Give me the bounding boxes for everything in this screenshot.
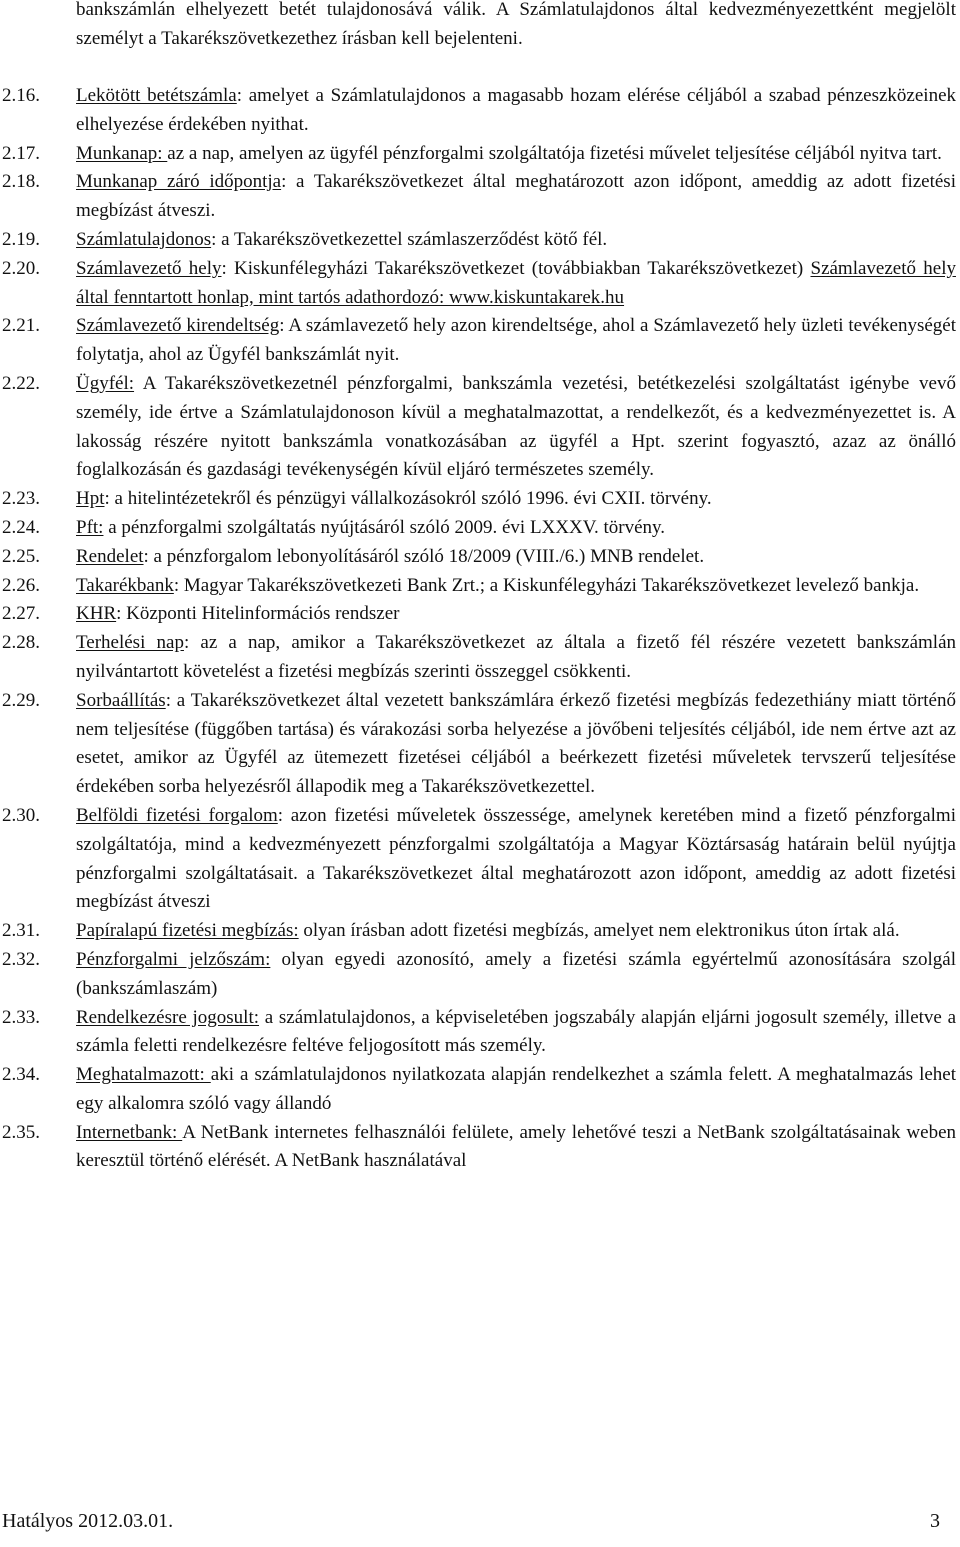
definition-entry [0,370,960,485]
entry-term: Belföldi fizetési forgalom [76,804,278,826]
entry-number: 2.31. [2,920,40,942]
definition-entry [0,802,960,917]
entry-body [76,629,956,687]
entry-term: Számlavezető hely [76,257,222,279]
definition-entry [0,514,960,543]
entry-body [76,255,956,313]
entry-text: : amelyet a Számlatulajdonos a magasabb hozam elérése céljából a szabad pénzeszközeinek elhelyezése érdekében nyithat. [76,85,956,135]
entry-term: Sorbaállítás [76,689,166,711]
definition-entry [0,1004,960,1062]
definition-entry [0,572,960,601]
entry-body [76,543,956,572]
entry-body [76,1119,956,1177]
entry-text: olyan egyedi azonosító, amely a fizetési számla egyértelmű azonosítására szolgál (bankszámlaszám) [76,948,956,999]
entry-text: : a Takarékszövetkezettel számlaszerződést kötő fél. [211,228,608,250]
entry-number: 2.32. [2,948,40,970]
entry-term: Pft: [76,516,104,538]
entry-number: 2.27. [2,603,40,625]
entry-term: Takarékbank [76,574,174,596]
entry-term: Hpt [76,488,105,510]
entry-term: Rendelkezésre jogosult: [76,1006,260,1028]
entry-term-secondary: Számlavezető hely által fenntartott honlap, mint tartós adathordozó: www.kiskuntakarek.hu [76,257,956,308]
entry-text: A Takarékszövetkezetnél pénzforgalmi, bankszámla vezetési, betétkezelési szolgáltatást igénybe vevő személy, ide értve a Számlatulajdonoson kívül a meghatalmazottat, a rendelkezőt, és a kedvezményezettet is. A lakosság részére nyitott bankszámla vonatkozásában az ügyfél a Hpt. szerint fogyasztó, azaz az önálló foglalkozásán és gazdasági tevékenységén kívül eljáró természetes személy. [76,372,956,481]
entry-number: 2.35. [2,1121,40,1143]
continuation-paragraph: bankszámlán elhelyezett betét tulajdonosává válik. A Számlatulajdonos által kedvezményezettként megjelölt személyt a Takarékszövetkezethez írásban kell bejelenteni. [76,0,956,49]
entry-text: a pénzforgalmi szolgáltatás nyújtásáról szóló 2009. évi LXXXV. törvény. [103,516,666,538]
entry-body [76,312,956,370]
entry-body [76,802,956,917]
entry-text: aki a számlatulajdonos nyilatkozata alapján rendelkezhet a számla felett. A meghatalmazás lehet egy alkalomra szóló vagy állandó [76,1064,957,1114]
entry-body [76,370,956,485]
entry-term: Rendelet [76,545,144,567]
entry-term: Számlavezető kirendeltség [76,315,280,337]
entry-text: a számlatulajdonos, a képviseletében jogszabály alapján eljárni jogosult személy, illetve a számla feletti rendelkezésre feltéve feljogosított más személy. [76,1006,956,1057]
entry-term: Munkanap: [76,142,168,164]
entry-number: 2.17. [2,142,40,164]
entry-text: : a hitelintézetekről és pénzügyi vállalkozásokról szóló 1996. évi CXII. törvény. [104,488,712,510]
entry-text: : Központi Hitelinformációs rendszer [116,603,400,625]
entry-body [76,600,956,629]
entry-number: 2.29. [2,689,40,711]
entry-body [76,1004,956,1062]
definition-entry [0,168,960,226]
definition-entry [0,687,960,802]
entry-text: A NetBank internetes felhasználói felülete, amely lehetővé teszi a NetBank szolgáltatásainak weben keresztül történő elérését. A NetBank használatával [76,1121,956,1172]
entry-term: Számlatulajdonos [76,228,212,250]
page-number: 3 [930,1510,940,1532]
definitions-list [0,82,960,1176]
entry-number: 2.30. [2,804,40,826]
entry-body [76,687,956,802]
entry-number: 2.33. [2,1006,40,1028]
entry-text: olyan írásban adott fizetési megbízás, amelyet nem elektronikus úton írtak alá. [298,920,900,942]
entry-body [76,168,956,226]
entry-text: : a Takarékszövetkezet által meghatározott azon időpont, ameddig az adott fizetési megbízást átveszi. [76,171,956,222]
effective-date: Hatályos 2012.03.01. [2,1510,174,1532]
entry-number: 2.20. [2,257,40,279]
entry-number: 2.24. [2,516,40,538]
definition-entry [0,946,960,1004]
entry-term: Internetbank: [76,1121,183,1143]
entry-number: 2.22. [2,372,40,394]
definition-entry [0,1119,960,1177]
entry-text: : a Takarékszövetkezet által vezetett bankszámlára érkező fizetési megbízás fedezethiány miatt történő nem teljesítése (függőben tartása) és várakozási sorba helyezése a jövőbeni teljesítés céljából, ide nem értve azt az esetet, amikor az Ügyfél az ütemezett fizetései céljából a beérkezett fizetési műveletek tervszerű teljesítése érdekében sorba helyezésről állapodik meg a Takarékszövetkezettel. [76,689,956,798]
entry-number: 2.28. [2,632,40,654]
definition-entry [0,543,960,572]
entry-text: : Magyar Takarékszövetkezeti Bank Zrt.; a Kiskunfélegyházi Takarékszövetkezet levelező bankja. [173,574,920,596]
entry-number: 2.18. [2,171,40,193]
definition-entry [0,629,960,687]
definition-entry [0,600,960,629]
entry-text: : A számlavezető hely azon kirendeltsége, ahol a Számlavezető hely üzleti tevékenységét folytatja, ahol az Ügyfél bankszámlát nyit. [76,315,957,366]
definition-entry [0,917,960,946]
entry-body [76,946,956,1004]
entry-text: : az a nap, amikor a Takarékszövetkezet az általa a fizető fél részére vezetett bankszámlán nyilvántartott követelést a fizetési megbízás szerinti összeggel csökkenti. [76,632,957,682]
entry-term: Terhelési nap [76,632,184,654]
page-footer [2,1507,940,1536]
entry-term: Ügyfél: [76,372,135,394]
entry-body [76,514,956,543]
definition-entry [0,82,960,140]
entry-term: Lekötött betétszámla [76,85,237,106]
entry-term: Pénzforgalmi jelzőszám: [76,948,271,970]
entry-body [76,226,956,255]
entry-text: az a nap, amelyen az ügyfél pénzforgalmi szolgáltatója fizetési művelet teljesítése céljából nyitva tart. [167,142,942,164]
entry-number: 2.19. [2,228,40,250]
entry-body [76,485,956,514]
entry-term: Meghatalmazott: [76,1064,211,1086]
entry-number: 2.23. [2,488,40,510]
entry-number: 2.26. [2,574,40,596]
definition-entry [0,1061,960,1119]
definition-entry [0,226,960,255]
entry-number: 2.34. [2,1064,40,1086]
entry-body [76,140,956,169]
entry-term: Munkanap záró időpontja [76,171,282,193]
entry-body [76,572,956,601]
definition-entry [0,312,960,370]
entry-number: 2.16. [2,85,40,106]
entry-body [76,1061,956,1119]
entry-text: : a pénzforgalom lebonyolításáról szóló 18/2009 (VIII./6.) MNB rendelet. [143,545,705,567]
entry-text: : Kiskunfélegyházi Takarékszövetkezet (továbbiakban Takarékszövetkezet) [221,257,811,279]
definition-entry [0,485,960,514]
entry-number: 2.21. [2,315,40,337]
entry-text: : azon fizetési műveletek összessége, amelynek keretében mind a fizető pénzforgalmi szolgáltatója, mind a kedvezményezett pénzforgalmi szolgáltatója a Magyar Köztársaság határain belül nyújtja pénzforgalmi szolgáltatásait. a Takarékszövetkezet által meghatározott azon időpont, ameddig az adott fizetési megbízást átveszi [76,804,956,913]
entry-body [76,917,956,946]
entry-body [76,82,956,140]
definition-entry [0,255,960,313]
definition-entry [0,140,960,169]
entry-term: Papíralapú fizetési megbízás: [76,920,299,942]
entry-number: 2.25. [2,545,40,567]
entry-term: KHR [76,603,117,625]
